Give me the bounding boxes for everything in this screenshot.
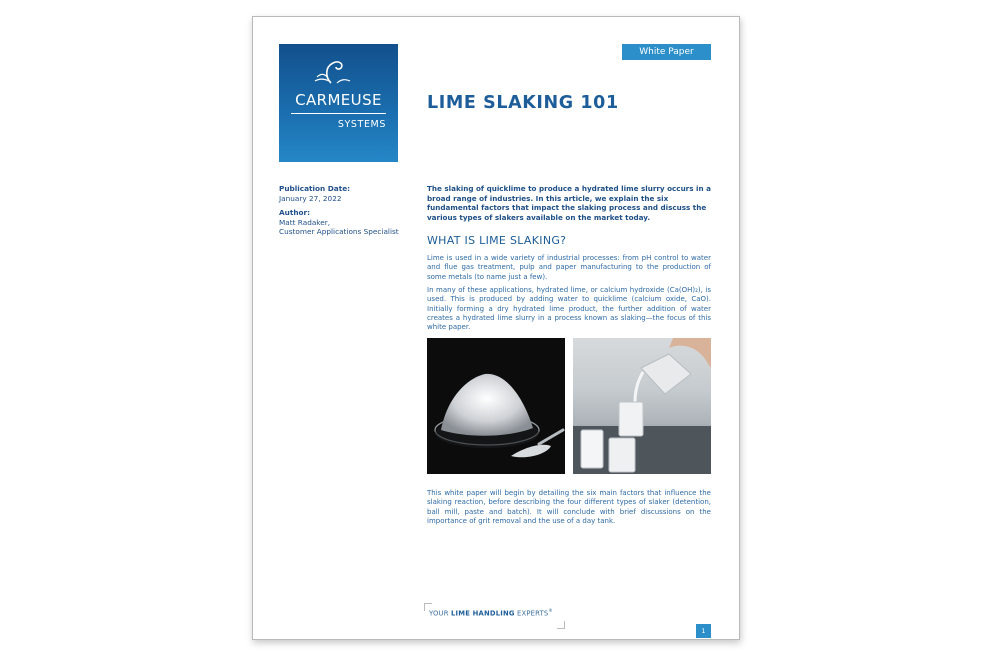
document-title: LIME SLAKING 101: [427, 93, 619, 113]
registered-mark: ®: [548, 608, 553, 613]
footer-tagline: [429, 608, 553, 617]
lime-powder-photo: [427, 338, 565, 474]
brand-subtitle: SYSTEMS: [337, 119, 386, 130]
footer-tagline-suffix: EXPERTS: [514, 609, 549, 618]
lime-powder-illustration: [427, 338, 565, 474]
author-name: Matt Radaker,: [279, 217, 331, 227]
footer-tagline-emphasis: LIME HANDLING: [451, 609, 515, 618]
intro-paragraph: The slaking of quicklime to produce a hydrated lime slurry occurs in a broad range of industries. In this article, we explain the six fundamental factors that impact the slaking process and discuss the various types of slakers available on the market today.: [427, 184, 711, 222]
body-paragraph-3: This white paper will begin by detailing the six main factors that influence the slaking reaction, before describing the four different types of slaker (detention, ball mill, paste and batch). It will conclude with brief discussions on the importance of grit removal and the use of a day tank.: [427, 489, 711, 525]
author-label: Author:: [279, 208, 311, 217]
document-type-badge: White Paper: [622, 44, 711, 60]
brand-name: CARMEUSE: [295, 91, 382, 109]
carmeuse-logo: [279, 44, 398, 162]
lime-slurry-illustration: [573, 338, 711, 474]
author-role: Customer Applications Specialist: [279, 227, 399, 236]
swan-icon: [313, 57, 353, 87]
body-paragraph-2: In many of these applications, hydrated lime, or calcium hydroxide (Ca(OH)₂), is used. This is produced by adding water to quicklime (calcium oxide, CaO). Initially forming a dry hydrated lime product, the further addition of water creates a hydrated lime slurry in a process known as slaking—the focus of this white paper.: [427, 286, 711, 332]
logo-divider: [291, 113, 386, 114]
lime-slurry-photo: [573, 338, 711, 474]
footer-tagline-prefix: YOUR: [429, 609, 451, 618]
publication-meta: [279, 184, 409, 237]
section-heading: WHAT IS LIME SLAKING?: [427, 234, 567, 247]
white-paper-page: [252, 16, 740, 640]
publication-date-label: Publication Date:: [279, 184, 351, 193]
page-number: 1: [696, 624, 711, 638]
publication-date: January 27, 2022: [279, 193, 342, 203]
body-paragraph-1: Lime is used in a wide variety of industrial processes: from pH control to water and flue gas treatment, pulp and paper manufacturing to the production of some metals (to name just a few).: [427, 254, 711, 281]
footer-bracket-right: [557, 621, 565, 629]
